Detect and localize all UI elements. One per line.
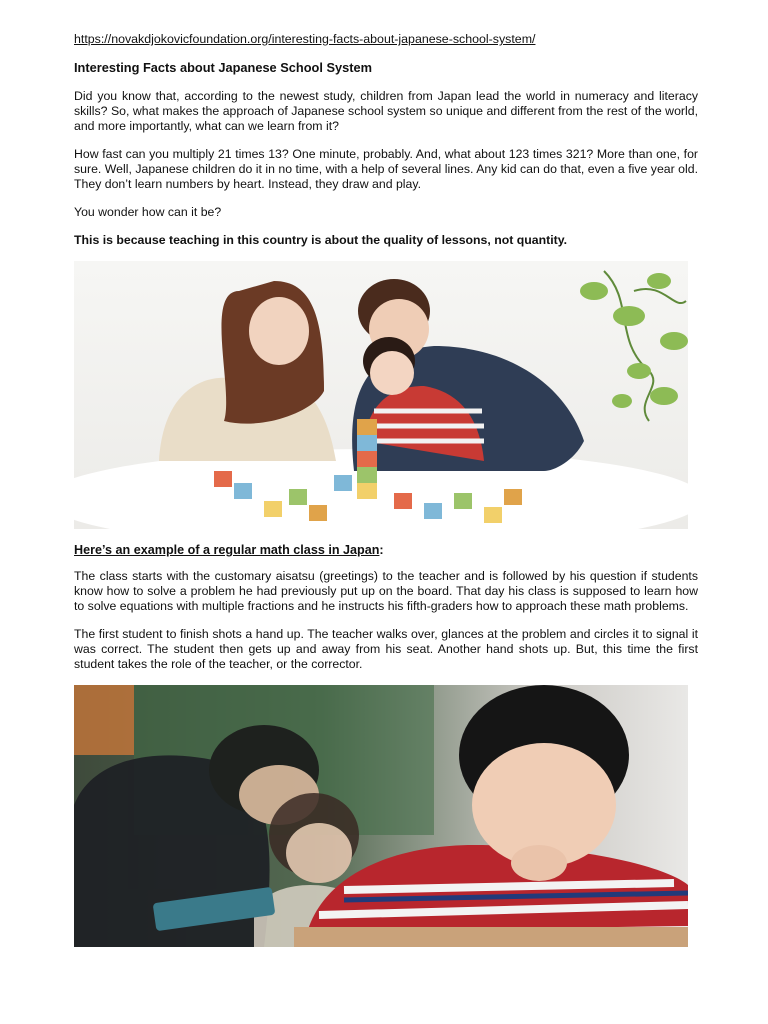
bulletin-board <box>74 685 134 755</box>
paragraph-intro: Did you know that, according to the newest study, children from Japan lead the world in numeracy and literacy skills? So, what makes the approach of Japanese school system so unique and different from the rest of the world, and more importantly, what can we learn from it? <box>74 89 698 133</box>
family-blocks-photo <box>74 261 688 529</box>
block-tower <box>357 419 377 499</box>
paragraph-multiply: How fast can you multiply 21 times 13? One minute, probably. And, what about 123 times 321? More than one, for sure. Well, Japanese children do it in no time, with a help of several lines. Any kid can do that, even a five year old. They don’t learn numbers by heart. Instead, they draw and play. <box>74 147 698 191</box>
woman-figure <box>159 281 336 461</box>
classroom-photo <box>74 685 688 947</box>
family-blocks-illustration <box>74 261 688 529</box>
desk-front <box>294 927 688 947</box>
paragraph-quality: This is because teaching in this country is about the quality of lessons, not quantity. <box>74 233 568 247</box>
article-title: Interesting Facts about Japanese School System <box>74 60 372 75</box>
math-class-heading-colon: : <box>379 543 384 557</box>
paragraph-wonder: You wonder how can it be? <box>74 205 222 219</box>
paragraph-class-start: The class starts with the customary aisatsu (greetings) to the teacher and is followed by his question if students know how to solve a problem he had previously put up on the board. That day his class is supposed to learn how to solve equations with multiple fractions and he instructs his fifth-graders how to approach these math problems. <box>74 569 698 613</box>
paragraph-first-student: The first student to finish shots a hand up. The teacher walks over, glances at the problem and circles it to signal it was correct. The student then gets up and away from his seat. Another hand shots up. But, this time the first student takes the role of the teacher, or the corrector. <box>74 627 698 671</box>
source-url-link[interactable]: https://novakdjokovicfoundation.org/interesting-facts-about-japanese-school-system/ <box>74 32 536 46</box>
vine-leaves <box>580 273 688 408</box>
math-class-heading-text: Here’s an example of a regular math class in Japan <box>74 543 380 557</box>
classroom-illustration <box>74 685 688 947</box>
document-page <box>74 30 698 947</box>
math-class-heading <box>74 543 698 557</box>
